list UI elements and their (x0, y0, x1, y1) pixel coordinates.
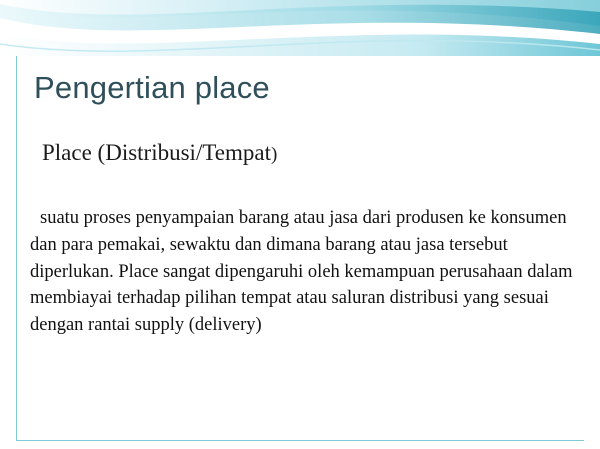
slide-title: Pengertian place (34, 70, 270, 105)
left-accent-rule (16, 56, 17, 441)
body-paragraph: suatu proses penyampaian barang atau jasa dari produsen ke konsumen dan para pemakai, sewaktu dan dimana barang atau jasa tersebut diperlukan. Place sangat dipengaruhi oleh kemampuan perusahaan dalam membiayai terhadap pilihan tempat atau saluran distribusi yang sesuai dengan rantai supply (delivery) (30, 208, 573, 336)
bottom-accent-rule (16, 440, 584, 441)
decorative-header-band (0, 0, 600, 56)
subtitle-closing-paren: ) (270, 144, 278, 165)
slide-subtitle (42, 140, 277, 166)
subtitle-main-text: Place (Distribusi/Tempat (42, 140, 271, 165)
header-swoosh-graphic (0, 0, 600, 56)
slide-body-text (30, 205, 575, 339)
